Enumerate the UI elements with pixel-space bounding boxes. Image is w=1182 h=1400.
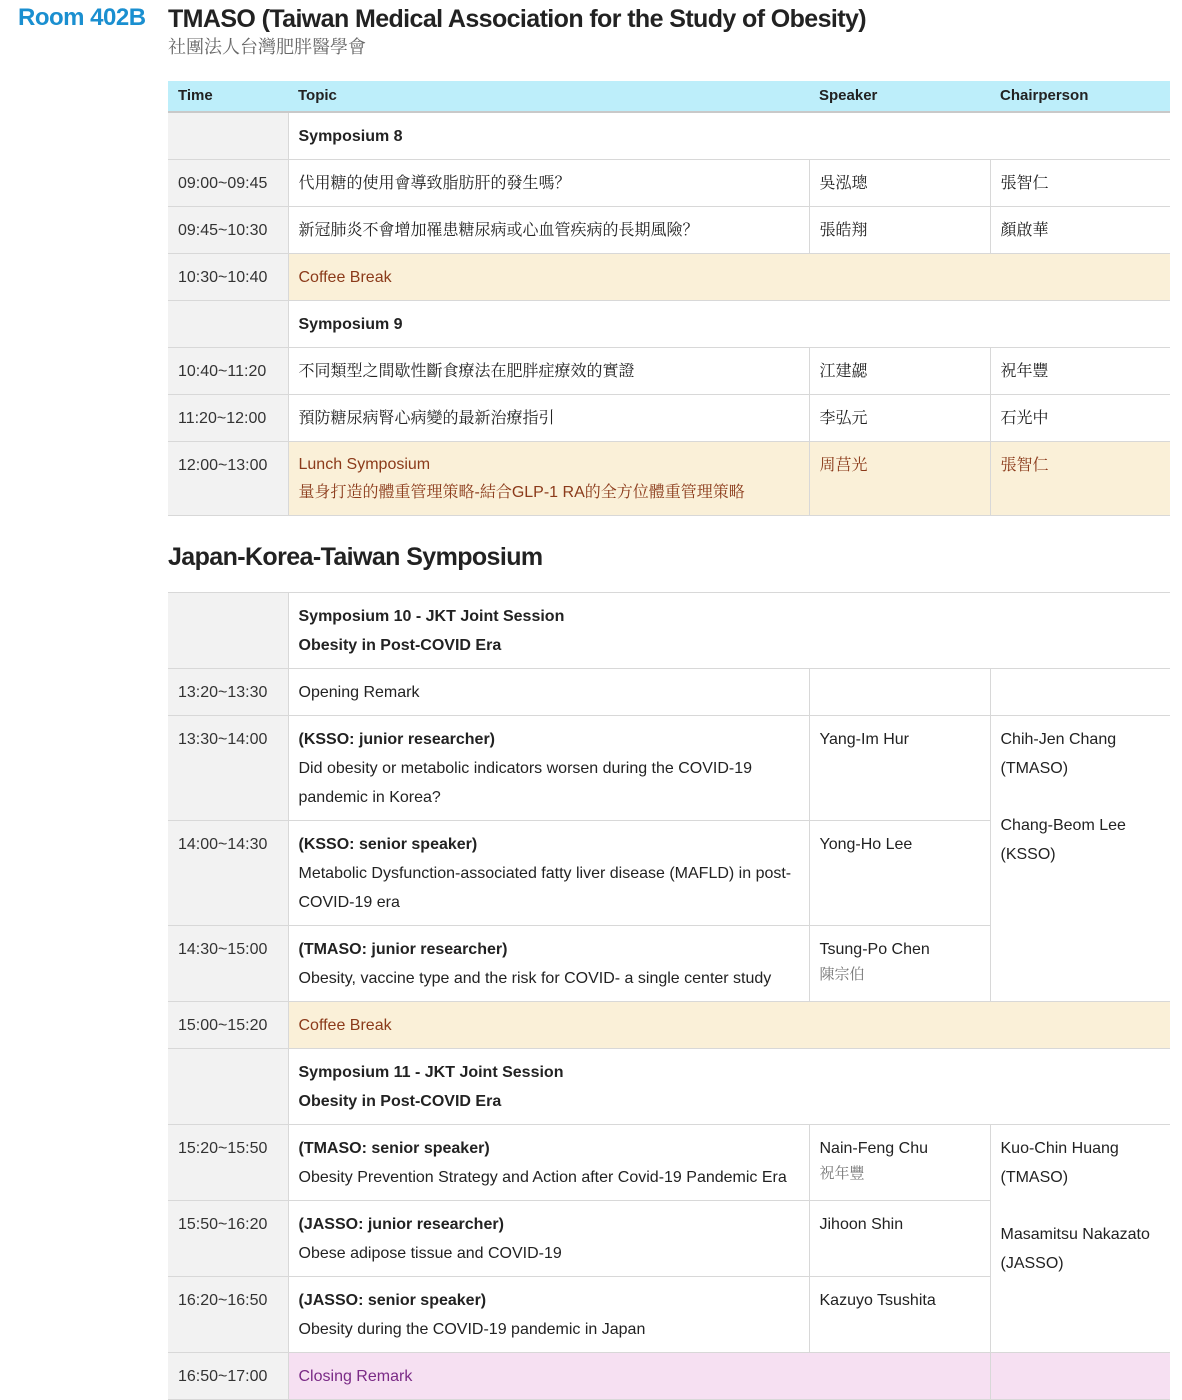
table-row [168,1125,1170,1201]
time-cell: 12:00~13:00 [168,442,288,516]
topic-cell: 代用糖的使用會導致脂肪肝的發生嗎？ [288,160,809,207]
table-row [168,669,1170,716]
chair-cell: 石光中 [990,395,1170,442]
topic-cell [288,1125,809,1201]
table-row [168,716,1170,821]
session-row [168,1049,1170,1125]
header-chair: Chairperson [990,81,1170,112]
topic-cell [288,442,809,516]
room-label: Room 402B [18,4,146,31]
chair-cell [990,716,1170,1002]
header-speaker: Speaker [809,81,990,112]
time-cell: 15:50~16:20 [168,1201,288,1277]
session-row [168,301,1170,348]
speaker-cell [809,926,990,1002]
coffee-break-row [168,1002,1170,1049]
break-label: Coffee Break [288,1002,1170,1049]
chair-org: (TMASO) [1000,1169,1069,1186]
topic-cell: Opening Remark [288,669,809,716]
session-row [168,593,1170,669]
page-subtitle: 社團法人台灣肥胖醫學會 [168,37,366,57]
lunch-symposium-row [168,442,1170,516]
chair-cell: 張智仁 [990,442,1170,516]
talk-title: Obesity, vaccine type and the risk for COVID- a single center study [298,970,772,987]
topic-cell [288,821,809,926]
session-title-line1: Symposium 10 - JKT Joint Session [298,608,565,625]
time-cell: 16:20~16:50 [168,1277,288,1353]
closing-remark-row [168,1353,1170,1400]
session-row [168,112,1170,160]
session-title: Symposium 9 [288,301,1170,348]
speaker-cell: 周莒光 [809,442,990,516]
chair-cell [990,1125,1170,1353]
speaker-role: (TMASO: senior speaker) [298,1140,490,1157]
chair-org: (KSSO) [1000,846,1056,863]
session-title [288,593,1170,669]
speaker-name-zh: 陳宗伯 [819,966,865,983]
table-row [168,207,1170,254]
table-header-row [168,81,1170,112]
time-cell: 09:45~10:30 [168,207,288,254]
speaker-cell [809,669,990,716]
chair-name: Chih-Jen Chang [1000,731,1117,748]
speaker-role: (KSSO: junior researcher) [298,731,495,748]
chair-name: Kuo-Chin Huang [1000,1140,1119,1157]
time-cell: 09:00~09:45 [168,160,288,207]
talk-title: Obesity Prevention Strategy and Action after Covid-19 Pandemic Era [298,1169,787,1186]
topic-cell [288,716,809,821]
time-cell: 14:30~15:00 [168,926,288,1002]
chair-cell: 祝年豐 [990,348,1170,395]
talk-title: Metabolic Dysfunction-associated fatty liver disease (MAFLD) in post-COVID-19 era [298,865,792,911]
table-row [168,395,1170,442]
page-title: TMASO (Taiwan Medical Association for the Study of Obesity) [168,5,867,33]
chair-cell [990,669,1170,716]
break-label: Coffee Break [288,254,1170,301]
time-cell: 14:00~14:30 [168,821,288,926]
time-cell: 10:40~11:20 [168,348,288,395]
talk-title: Obese adipose tissue and COVID-19 [298,1245,562,1262]
lunch-label: Lunch Symposium [298,456,431,473]
speaker-cell: 江建勰 [809,348,990,395]
speaker-role: (KSSO: senior speaker) [298,836,478,853]
speaker-cell: Yang-Im Hur [809,716,990,821]
topic-cell [288,926,809,1002]
chair-org: (JASSO) [1000,1255,1064,1272]
topic-cell: 新冠肺炎不會增加罹患糖尿病或心血管疾病的長期風險？ [288,207,809,254]
time-cell: 15:20~15:50 [168,1125,288,1201]
topic-cell: 預防糖尿病腎心病變的最新治療指引 [288,395,809,442]
schedule-table-jkt [168,592,1170,1400]
speaker-cell: Yong-Ho Lee [809,821,990,926]
session-title-line2: Obesity in Post-COVID Era [298,637,502,654]
topic-cell [288,1277,809,1353]
topic-cell: 不同類型之間歇性斷食療法在肥胖症療效的實證 [288,348,809,395]
speaker-name-zh: 祝年豐 [819,1165,865,1182]
speaker-role: (JASSO: senior speaker) [298,1292,487,1309]
speaker-cell: 吳泓璁 [809,160,990,207]
table-row [168,348,1170,395]
section-title: Japan-Korea-Taiwan Symposium [168,543,543,571]
session-title-line1: Symposium 11 - JKT Joint Session [298,1064,564,1081]
speaker-cell: Kazuyo Tsushita [809,1277,990,1353]
table-row [168,160,1170,207]
session-title [288,1049,1170,1125]
time-cell: 15:00~15:20 [168,1002,288,1049]
speaker-cell: 張皓翔 [809,207,990,254]
schedule-table-tmaso [168,81,1170,516]
lunch-topic: 量身打造的體重管理策略-結合GLP-1 RA的全方位體重管理策略 [298,484,745,501]
chair-cell: 張智仁 [990,160,1170,207]
chair-name: Chang-Beom Lee [1000,817,1126,834]
session-title: Symposium 8 [288,112,1170,160]
speaker-cell: 李弘元 [809,395,990,442]
chair-name: Masamitsu Nakazato [1000,1226,1150,1243]
chair-org: (TMASO) [1000,760,1069,777]
chair-cell: 顏啟華 [990,207,1170,254]
header-time: Time [168,81,288,112]
time-cell: 13:20~13:30 [168,669,288,716]
speaker-name: Tsung-Po Chen [819,941,930,958]
talk-title: Obesity during the COVID-19 pandemic in Japan [298,1321,646,1338]
speaker-name: Nain-Feng Chu [819,1140,928,1157]
speaker-cell: Jihoon Shin [809,1201,990,1277]
closing-label: Closing Remark [288,1353,990,1400]
session-title-line2: Obesity in Post-COVID Era [298,1093,502,1110]
talk-title: Did obesity or metabolic indicators worsen during the COVID-19 pandemic in Korea? [298,760,753,806]
coffee-break-row [168,254,1170,301]
time-cell: 16:50~17:00 [168,1353,288,1400]
speaker-role: (TMASO: junior researcher) [298,941,508,958]
chair-cell [990,1353,1170,1400]
topic-cell [288,1201,809,1277]
schedule-content [168,0,1170,1400]
speaker-cell [809,1125,990,1201]
header-topic: Topic [288,81,809,112]
time-cell: 13:30~14:00 [168,716,288,821]
time-cell: 11:20~12:00 [168,395,288,442]
time-cell: 10:30~10:40 [168,254,288,301]
speaker-role: (JASSO: junior researcher) [298,1216,504,1233]
